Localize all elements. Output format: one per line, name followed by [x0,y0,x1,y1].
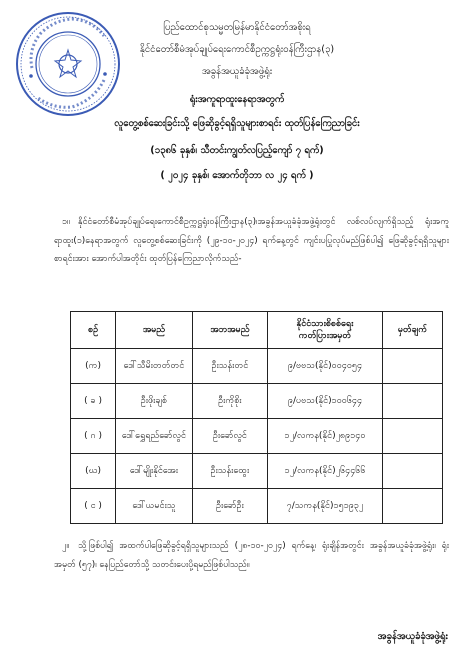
cell-nrc: ၉/ပဗသ(နိုင်)၁၀၀၆၄၄ [268,384,383,419]
header-nrc-line1: နိုင်ငံသားစိစစ်ရေး [296,319,354,329]
table-row [71,489,443,524]
signature-office: အခွန်အယူခံခုံအဖွဲ့ရုံး [377,631,448,642]
paragraph-2 [54,537,449,574]
myanmar-date: (၁၃၈၆ ခုနှစ်၊ သီတင်းကျွတ်လပြည့်ကျော် ၇ ရက်) [150,145,324,156]
header-remark: မှတ်ချက် [382,312,442,349]
header-father-name: အဘအမည် [192,312,267,349]
header-nrc [268,312,383,349]
position-title: ရုံးအကူရာထူးနေရာအတွက် [189,94,285,105]
cell-name: ဦးဖိုးချစ် [116,384,192,419]
table-row [71,454,443,489]
gregorian-date: ( ၂၀၂၄ ခုနှစ်၊ အောက်တိုဘာ လ ၂၄ ရက် ) [160,170,314,181]
header-no: စဉ် [71,312,116,349]
paragraph-1 [54,213,449,269]
table-row [71,349,443,384]
table-header-row [71,312,443,349]
cell-no: ( ခ ) [71,384,116,419]
office-name: အခွန်အယူခံခုံအဖွဲ့ရုံး [201,66,273,77]
ministry-name: နိုင်ငံတော်စီမံအုပ်ချုပ်ရေးကောင်စီဥက္ကဋ္ဌရုံးဝန်ကြီးဌာန(၃) [139,44,335,55]
cell-no: (ဃ) [71,454,116,489]
cell-father-name: ဦးခော်လွင် [192,419,267,454]
cell-remark [382,349,442,384]
paragraph-2-text: သို့ဖြစ်ပါ၍ အထက်ပါဖြေဆိုခွင့်ရရှိသူများသည် (၂၈-၁၀-၂၀၂၄) ရက်နေ့၊ ရုံးချိန်အတွင်း အခွန်အယူခံခုံအဖွဲ့ရုံး၊ ရုံးအမှတ် (၅၇)၊ နေပြည်တော်သို့ သတင်းပေးပို့ရမည်ဖြစ်ပါသည်။ [54,541,449,570]
cell-nrc: ၉/ဗဗသ(နိုင်)၀၀၄၀၅၄ [268,349,383,384]
cell-father-name: ဦးခော်ဦး [192,489,267,524]
cell-father-name: ဦးသန်းထွေး [192,454,267,489]
cell-name: ဒေါ်မျိုးနိုင်အေး [116,454,192,489]
paragraph-2-number: ၂။ [62,541,69,551]
cell-nrc: ၁၂/လကန(နိုင်)၂၈၉၁၄၀ [268,419,383,454]
table-row [71,419,443,454]
cell-remark [382,489,442,524]
cell-father-name: ဦးကိုစိုး [192,384,267,419]
cell-name: ဒေါ်ရွှေရည်ခော်လွင် [116,419,192,454]
announcement-title: လူတွေ့စစ်ဆေးခြင်းသို့ ဖြေဆိုခွင့်ရရှိသူများစာရင်း ထုတ်ပြန်ကြေညာခြင်း [114,118,360,129]
cell-remark [382,454,442,489]
header-nrc-line2: ကတ်ပြားအမှတ် [298,331,352,341]
cell-remark [382,384,442,419]
cell-name: ဒေါ်သီမိးတတ်တင် [116,349,192,384]
cell-nrc: ၇/သကန(နိုင်)၁၅၁၉၃၂ [268,489,383,524]
paragraph-1-text: နိုင်ငံတော်စီမံအုပ်ချုပ်ရေးကောင်စီဥက္ကဋ္ဌရုံးဝန်ကြီးဌာန(၃)၊အခွန်အယူခံခုံအဖွဲ့ရုံးတွင် လစ်လပ်လျက်ရှိသည့် ရုံးအကူရာထူး(၁)နေရာအတွက် လူတွေ့စစ်ဆေးခြင်းကို (၂၉-၁၀-၂၀၂၄) ရက်နေ့တွင် ကျင်းပပြုလုပ်မည်ဖြစ်ပါ၍ ဖြေဆိုခွင့်ရရှိသူများစာရင်းအား အောက်ပါအတိုင်း ထုတ်ပြန်ကြေညာလိုက်သည်- [54,217,449,264]
cell-name: ဒေါ်ယမင်းသူ [116,489,192,524]
paragraph-1-number: ၁။ [62,217,70,227]
table-row [71,384,443,419]
cell-no: ( င ) [71,489,116,524]
government-name: ပြည်ထောင်စုသမ္မတမြန်မာနိုင်ငံတော်အစိုးရ [163,22,311,33]
cell-no: (က) [71,349,116,384]
cell-father-name: ဦးသန်းတင် [192,349,267,384]
cell-nrc: ၁၂/လကန(နိုင်)၂၆၄၄၆၆ [268,454,383,489]
header-name: အမည် [116,312,192,349]
cell-no: ( ဂ ) [71,419,116,454]
cell-remark [382,419,442,454]
candidates-table [70,311,443,524]
